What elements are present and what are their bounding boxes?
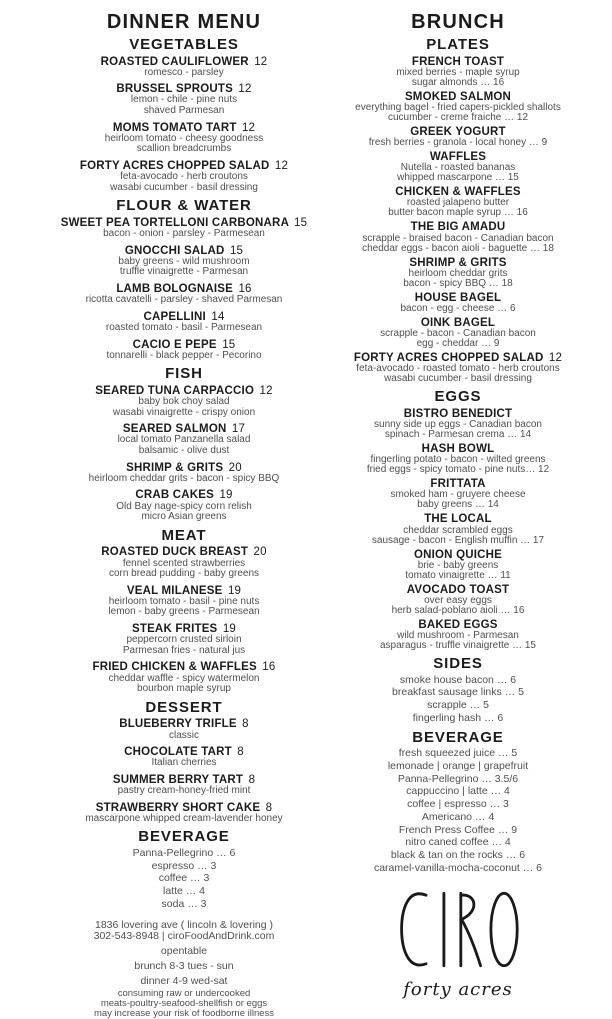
menu-item [328, 151, 588, 183]
section-header: EGGS [434, 388, 482, 406]
menu-item [54, 774, 314, 797]
menu-section-beverage [54, 829, 314, 910]
item-desc: everything bagel - fried capers-pickled shallots [355, 101, 561, 113]
item-price: 12 [254, 55, 268, 68]
item-desc: mascarpone whipped cream-lavender honey [85, 812, 283, 824]
menu-item [54, 546, 314, 579]
item-desc: fingerling potato - bacon - wilted greens [370, 454, 546, 466]
menu-line: nitro caned coffee … 4 [405, 836, 511, 849]
menu-section-meat [54, 528, 314, 695]
item-desc: micro Asian greens [141, 511, 227, 523]
item-desc: bacon - spicy BBQ … 18 [403, 277, 513, 289]
menu-item [54, 802, 314, 825]
menu-line: caramel-vanilla-mocha-coconut … 6 [373, 861, 543, 874]
item-desc: feta-avocado - roasted tomato - herb croutons [356, 363, 560, 375]
menu-item [54, 245, 314, 278]
menu-line: lemonade | orange | grapefruit [387, 759, 529, 772]
menu-section-flour-water [54, 198, 314, 361]
item-name: FORTY ACRES CHOPPED SALAD 12 [353, 352, 563, 365]
item-desc: wasabi vinaigrette - crispy onion [112, 406, 256, 418]
ciro-logo-lettermark [379, 883, 537, 977]
item-desc: classic [168, 729, 199, 741]
menu-item [328, 56, 588, 88]
item-desc: egg - cheddar … 9 [416, 338, 500, 350]
menu-section-plates [328, 37, 588, 384]
item-desc: fresh berries - granola - local honey … 9 [368, 137, 548, 149]
brunch-menu-column [328, 12, 588, 1000]
item-desc: tonnarelli - black pepper - Pecorino [106, 349, 262, 361]
item-name: SWEET PEA TORTELLONI CARBONARA 15 [60, 216, 308, 229]
item-desc: smoked ham - gruyere cheese [390, 489, 526, 501]
item-name: GNOCCHI SALAD 15 [124, 244, 244, 257]
item-desc: pastry cream-honey-fried mint [117, 785, 251, 797]
item-price: 8 [237, 746, 244, 759]
item-name: ROASTED DUCK BREAST 20 [101, 546, 267, 559]
menu-line: Panna-Pellegrino … 3.5/6 [397, 772, 519, 785]
section-header: MEAT [161, 526, 207, 544]
menu-item [328, 352, 588, 384]
item-price: 8 [248, 773, 256, 786]
item-name: AVOCADO TOAST [406, 583, 510, 596]
item-price: 19 [227, 584, 242, 597]
item-name: THE LOCAL [424, 513, 492, 526]
item-desc: sunny side up eggs - Canadian bacon [374, 419, 542, 431]
item-price: 12 [548, 352, 563, 365]
item-name: FORTY ACRES CHOPPED SALAD 12 [79, 160, 289, 173]
menu-item [54, 718, 314, 741]
item-desc: baby greens … 14 [417, 499, 499, 511]
menu-item [328, 408, 588, 440]
menu-line: Panna-Pellegrino … 6 [132, 846, 236, 859]
item-desc: roasted jalapeno butter [406, 197, 510, 209]
item-name: SHRIMP & GRITS [409, 256, 507, 269]
item-price: 17 [231, 423, 246, 436]
brunch-menu-title: BRUNCH [411, 11, 505, 33]
item-desc: heirloom tomato - basil - pine nuts [108, 595, 260, 607]
item-price: 12 [274, 160, 289, 173]
disclaimer-line: may increase your risk of foodborne illness [93, 1007, 275, 1019]
reservation-line: opentable [160, 945, 208, 958]
item-desc: bacon - onion - parsley - Parmesean [103, 228, 265, 240]
menu-footer [54, 920, 314, 1019]
item-price: 16 [262, 661, 276, 674]
item-desc: truffle vinaigrette - Parmesan [119, 266, 249, 278]
item-desc: butter bacon maple syrup … 16 [388, 207, 528, 219]
item-desc: heirloom cheddar grits [408, 267, 508, 279]
menu-line: fresh squeezed juice … 5 [398, 747, 518, 760]
item-price: 12 [238, 83, 252, 96]
menu-item [328, 584, 588, 616]
item-name: LAMB BOLOGNAISE 16 [116, 283, 252, 296]
brunch-sections [328, 37, 588, 875]
item-name: ONION QUICHE [413, 548, 502, 561]
menu-item [328, 317, 588, 349]
item-desc: lemon - chile - pine nuts [130, 94, 238, 106]
menu-line: fingerling hash … 6 [412, 711, 504, 724]
menu-item [54, 217, 314, 240]
item-name: FRIED CHICKEN & WAFFLES 16 [92, 661, 276, 674]
ciro-logo-tagline: forty acres [403, 978, 513, 1000]
item-price: 8 [265, 801, 273, 814]
menu-section-dessert [54, 700, 314, 825]
item-name: CACIO E PEPE 15 [132, 338, 236, 351]
section-header: FISH [165, 365, 203, 383]
item-price: 19 [222, 623, 237, 636]
menu-section-vegetables [54, 37, 314, 193]
item-desc: spinach - Parmesan crema … 14 [384, 429, 532, 441]
section-header: DESSERT [145, 698, 223, 716]
menu-item [54, 462, 314, 485]
menu-line: breakfast sausage links … 5 [392, 686, 524, 699]
item-desc: wasabi cucumber - basil dressing [384, 373, 532, 385]
item-name: FRENCH TOAST [411, 55, 505, 68]
menu-line: smoke house bacon … 6 [399, 673, 517, 686]
item-desc: wasabi cucumber - basil dressing [110, 181, 258, 193]
disclaimer-line: meats-poultry-seafood-shellfish or eggs [100, 998, 268, 1010]
menu-item [328, 513, 588, 545]
item-price: 15 [294, 216, 308, 229]
item-name: THE BIG AMADU [410, 221, 506, 234]
item-name: SMOKED SALMON [404, 90, 512, 103]
item-name: BLUEBERRY TRIFLE 8 [119, 718, 249, 731]
menu-item [328, 91, 588, 123]
item-name: HASH BOWL [421, 443, 495, 456]
item-name: MOMS TOMATO TART 12 [112, 121, 256, 134]
menu-item [328, 619, 588, 651]
menu-section-beverage [328, 730, 588, 875]
item-desc: fennel scented strawberries [122, 557, 246, 569]
item-desc: over easy eggs [424, 595, 492, 606]
item-desc: whipped mascarpone … 15 [397, 172, 519, 184]
item-price: 20 [228, 461, 242, 474]
item-desc: scrapple - bacon - Canadian bacon [380, 328, 536, 340]
brunch-hours-line: brunch 8-3 tues - sun [134, 959, 234, 972]
menu-item [54, 339, 314, 362]
item-desc: feta-avocado - herb croutons [120, 171, 248, 183]
section-header: PLATES [426, 36, 490, 53]
item-desc: sausage - bacon - English muffin … 17 [371, 534, 545, 546]
item-price: 12 [259, 384, 273, 397]
disclaimer-line: consuming raw or undercooked [117, 988, 251, 1000]
menu-item [54, 56, 314, 79]
dinner-sections [54, 37, 314, 911]
menu-line: cappuccino | latte … 4 [406, 785, 510, 798]
menu-item [54, 283, 314, 306]
menu-section-sides [328, 656, 588, 725]
menu-item [54, 661, 314, 694]
menu-item [328, 257, 588, 289]
item-desc: cheddar eggs - bacon aioli - baguette … 18 [362, 242, 554, 254]
item-desc: baby bok choy salad [138, 396, 230, 408]
item-name: WAFFLES [429, 151, 487, 164]
menu-section-eggs [328, 389, 588, 651]
item-price: 15 [229, 244, 244, 257]
item-desc: sugar almonds … 16 [411, 76, 505, 88]
item-price: 12 [241, 121, 256, 134]
menu-item [54, 746, 314, 769]
menu-item [54, 585, 314, 618]
item-price: 8 [242, 718, 249, 731]
section-header: VEGETABLES [129, 36, 239, 53]
section-header: BEVERAGE [412, 728, 504, 746]
item-desc: tomato vinaigrette … 11 [405, 569, 511, 581]
item-desc: bourbon maple syrup [137, 683, 231, 695]
item-desc: scallion breadcrumbs [136, 143, 232, 155]
item-desc: romesco - parsley [144, 66, 224, 78]
menu-item [54, 122, 314, 155]
item-name: SUMMER BERRY TART 8 [112, 773, 256, 786]
menu-item [54, 311, 314, 334]
item-desc: baby greens - wild mushroom [118, 255, 250, 267]
menu-line: soda … 3 [161, 897, 207, 910]
item-desc: herb salad-poblano aioli … 16 [391, 605, 525, 616]
item-desc: roasted tomato - basil - Parmesean [105, 322, 263, 334]
section-header: BEVERAGE [138, 828, 230, 846]
item-desc: cheddar scrambled eggs [403, 524, 513, 536]
menu-item [328, 126, 588, 148]
item-desc: shaved Parmesan [143, 105, 225, 117]
menu-line: black & tan on the rocks … 6 [390, 849, 526, 862]
dinner-hours-line: dinner 4-9 wed-sat [140, 974, 228, 987]
health-disclaimer [54, 989, 314, 1018]
ciro-logo [328, 883, 588, 1000]
item-desc: balsamic - olive dust [138, 445, 230, 457]
item-desc: corn bread pudding - baby greens [108, 568, 260, 580]
item-name: SEARED SALMON 17 [122, 423, 246, 436]
menu-item [54, 489, 314, 522]
item-desc: brie - baby greens [417, 559, 499, 571]
item-desc: heirloom cheddar grits - bacon - spicy BBQ [88, 472, 280, 484]
item-desc: Old Bay nage-spicy corn relish [116, 500, 252, 512]
item-desc: wild mushroom - Parmesan [397, 630, 519, 642]
item-name: SEARED TUNA CARPACCIO 12 [95, 384, 273, 397]
item-name: BISTRO BENEDICT [403, 407, 513, 420]
item-name: ROASTED CAULIFLOWER 12 [100, 55, 268, 68]
item-name: BRUSSEL SPROUTS 12 [116, 83, 252, 96]
item-price: 20 [253, 546, 267, 559]
item-name: CRAB CAKES 19 [135, 489, 233, 502]
item-desc: fried eggs - spicy tomato - pine nuts… 12 [366, 464, 550, 476]
item-desc: heirloom tomato - cheesy goodness [104, 132, 264, 144]
item-desc: asparagus - truffle vinaigrette … 15 [379, 640, 536, 652]
item-desc: scrapple - braised bacon - Canadian bacon [362, 232, 554, 244]
menu-item [328, 478, 588, 510]
menu-item [54, 385, 314, 418]
menu-item [328, 292, 588, 314]
menu-line: coffee | espresso … 3 [407, 798, 509, 811]
item-desc: lemon - baby greens - Parmesean [108, 606, 260, 618]
contact-line: 302-543-8948 | ciroFoodAndDrink.com [93, 930, 275, 943]
menu-item [54, 423, 314, 456]
item-desc: cheddar waffle - spicy watermelon [108, 672, 260, 684]
item-desc: peppercorn crusted sirloin [126, 634, 242, 646]
item-price: 16 [238, 283, 252, 296]
item-desc: bacon - egg - cheese … 6 [400, 303, 516, 314]
item-name: SHRIMP & GRITS 20 [126, 461, 242, 474]
menu-item [54, 83, 314, 116]
menu-item [328, 221, 588, 253]
item-name: VEAL MILANESE 19 [126, 584, 242, 597]
menu-item [328, 549, 588, 581]
address-line: 1836 lovering ave ( lincoln & lovering ) [94, 918, 273, 931]
dinner-menu-column [54, 12, 314, 1019]
section-header: FLOUR & WATER [116, 197, 252, 215]
item-price: 19 [219, 489, 233, 502]
item-desc: local tomato Panzanella salad [117, 434, 251, 446]
item-name: HOUSE BAGEL [414, 291, 502, 304]
menu-line: scrapple … 5 [427, 699, 489, 712]
item-desc: cucumber - creme fraiche … 12 [387, 111, 529, 123]
item-price: 14 [211, 310, 225, 323]
menu-item [54, 160, 314, 193]
item-desc: Nutella - roasted bananas [400, 162, 516, 174]
item-name: FRITTATA [430, 478, 486, 491]
menu-item [328, 186, 588, 218]
menu-line: French Press Coffee … 9 [398, 823, 518, 836]
item-name: GREEK YOGURT [410, 125, 506, 138]
dinner-menu-title: DINNER MENU [106, 11, 262, 33]
menu-line: coffee … 3 [158, 872, 210, 885]
menu-line: latte … 4 [162, 885, 206, 898]
item-desc: mixed berries - maple syrup [396, 66, 520, 78]
item-price: 15 [222, 338, 236, 351]
item-name: CHOCOLATE TART 8 [124, 746, 244, 759]
item-name: BAKED EGGS [418, 619, 498, 631]
item-name: CHICKEN & WAFFLES [395, 186, 521, 199]
item-desc: ricotta cavatelli - parsley - shaved Parmesan [85, 294, 283, 306]
item-name: STRAWBERRY SHORT CAKE 8 [95, 801, 273, 814]
item-name: STEAK FRITES 19 [131, 623, 237, 636]
menu-item [54, 623, 314, 656]
item-desc: Parmesan fries - natural jus [122, 644, 246, 656]
item-name: OINK BAGEL [420, 317, 496, 329]
menu-section-fish [54, 366, 314, 522]
menu-line: espresso … 3 [151, 859, 217, 872]
menu-line: Americano … 4 [421, 810, 495, 823]
menu-item [328, 443, 588, 475]
section-header: SIDES [433, 655, 483, 673]
item-name: CAPELLINI 14 [143, 310, 225, 323]
item-desc: Italian cherries [151, 757, 217, 769]
